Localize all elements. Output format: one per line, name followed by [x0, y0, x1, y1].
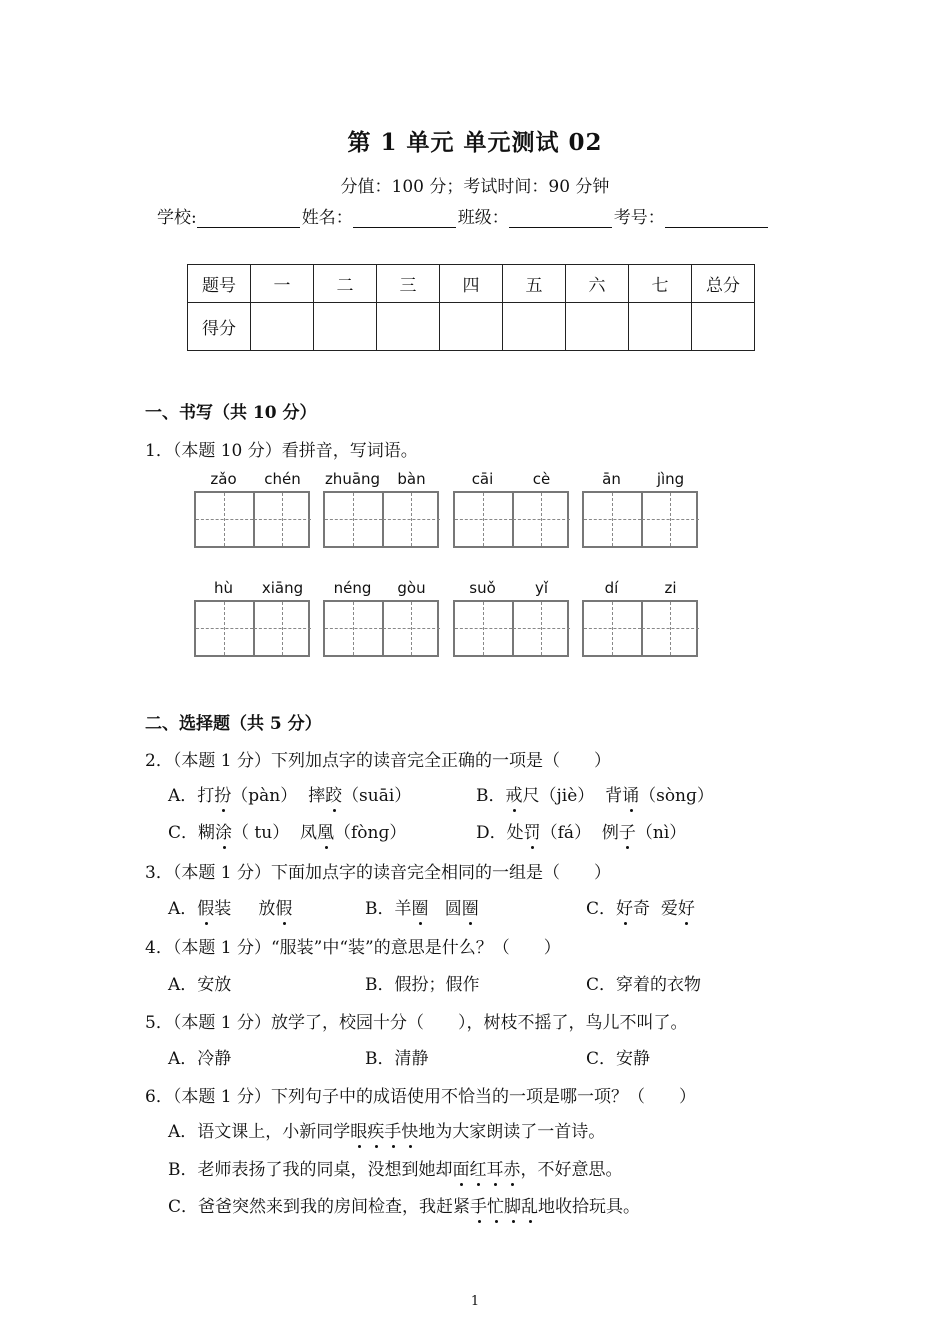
question-4-option-c[interactable]: C．穿着的衣物 — [586, 975, 702, 995]
question-2-option-d[interactable] — [476, 818, 686, 843]
dotted-char: 手 — [470, 1192, 487, 1217]
option-text: C．爸爸突然来到我的房间检查，我赶紧 — [168, 1197, 471, 1217]
pinyin-label: chén — [264, 470, 301, 488]
dotted-char: 耳 — [487, 1155, 504, 1180]
option-text: 处 — [506, 823, 524, 843]
writing-cell[interactable] — [254, 602, 311, 655]
pinyin-word-group — [453, 470, 571, 550]
pinyin-label: ān — [602, 470, 621, 488]
dotted-char: 手 — [384, 1117, 401, 1142]
dotted-char: 眼 — [350, 1117, 367, 1142]
dotted-char: 红 — [470, 1155, 487, 1180]
writing-cell[interactable] — [513, 602, 570, 655]
pinyin-label: zhuāng — [324, 470, 381, 488]
dotted-char: 面 — [453, 1155, 470, 1180]
option-label: A． — [168, 786, 198, 806]
question-3-option-a[interactable] — [168, 894, 292, 919]
writing-cell[interactable] — [455, 602, 514, 655]
question-3-stem: 3．（本题 1 分）下面加点字的读音完全相同的一组是（ ） — [145, 863, 611, 883]
score-header-cell: 六 — [566, 265, 629, 303]
option-label: A． — [168, 899, 198, 919]
option-text: （sònɡ） — [639, 786, 714, 806]
pinyin-label: zi — [664, 579, 677, 597]
pinyin-label: bàn — [397, 470, 426, 488]
dotted-char: 凰 — [317, 818, 334, 843]
option-text: ，不好意思。 — [520, 1160, 623, 1180]
pinyin-label: yǐ — [534, 579, 549, 597]
student-info-line — [157, 203, 770, 228]
writing-grid[interactable] — [453, 491, 569, 548]
dotted-char: 脚 — [504, 1192, 521, 1217]
dotted-char: 罚 — [524, 818, 541, 843]
score-cell[interactable] — [692, 303, 755, 351]
pinyin-label: cè — [532, 470, 551, 488]
question-6-option-c[interactable] — [168, 1192, 640, 1217]
writing-cell[interactable] — [196, 493, 255, 546]
option-text: 奇 — [633, 899, 651, 919]
question-5-option-a[interactable]: A．冷静 — [168, 1049, 232, 1069]
pinyin-label: suǒ — [469, 579, 496, 597]
dotted-char: 涂 — [215, 818, 232, 843]
pinyin-word-group — [323, 579, 441, 659]
writing-cell[interactable] — [325, 493, 384, 546]
question-4-option-b[interactable]: B．假扮；假作 — [365, 975, 480, 995]
pinyin-word-group — [453, 579, 571, 659]
option-text: B．老师表扬了我的同桌，没想到她却 — [168, 1160, 453, 1180]
pinyin-label: xiāng — [261, 579, 304, 597]
question-2-stem: 2．（本题 1 分）下列加点字的读音完全正确的一项是（ ） — [145, 751, 611, 771]
section-1-heading: 一、书写（共 10 分） — [145, 403, 317, 423]
writing-cell[interactable] — [196, 602, 255, 655]
option-text: 装 — [214, 899, 232, 919]
option-text: 地为大家朗读了一首诗。 — [418, 1122, 606, 1142]
question-1-stem: 1．（本题 10 分）看拼音，写词语。 — [145, 441, 418, 461]
pinyin-word-group — [323, 470, 441, 550]
exam-no-label: 考号： — [613, 208, 665, 228]
dotted-char: 圈 — [412, 894, 429, 919]
option-text: 打 — [197, 786, 215, 806]
score-header-cell: 四 — [440, 265, 503, 303]
question-5-option-c[interactable]: C．安静 — [586, 1049, 651, 1069]
exam-no-blank[interactable] — [665, 209, 768, 228]
dotted-char: 假 — [197, 894, 214, 919]
question-2-option-b[interactable] — [476, 781, 714, 806]
writing-grid[interactable] — [194, 600, 310, 657]
pinyin-label: dí — [604, 579, 619, 597]
dotted-char: 圈 — [462, 894, 479, 919]
option-label: B． — [476, 786, 506, 806]
score-header-cell: 三 — [377, 265, 440, 303]
option-text: （fá） — [540, 823, 592, 843]
score-table-header-row — [188, 265, 755, 303]
option-text: 羊 — [394, 899, 412, 919]
dotted-char: 快 — [401, 1117, 418, 1142]
dotted-char: 好 — [678, 894, 695, 919]
writing-cell[interactable] — [642, 493, 699, 546]
score-header-cell: 题号 — [188, 265, 251, 303]
option-label: C． — [168, 823, 199, 843]
exam-subtitle: 分值：100 分；考试时间：90 分钟 — [340, 177, 610, 197]
pinyin-word-group — [582, 470, 700, 550]
pinyin-word-group — [194, 470, 312, 550]
pinyin-label: jìng — [656, 470, 685, 488]
writing-cell[interactable] — [254, 493, 311, 546]
dotted-char: 子 — [619, 818, 636, 843]
writing-grid[interactable] — [582, 491, 698, 548]
dotted-char: 疾 — [367, 1117, 384, 1142]
pinyin-label: hù — [213, 579, 233, 597]
pinyin-label: zǎo — [210, 470, 237, 488]
score-row-label: 得分 — [188, 303, 251, 351]
name-label: 姓名： — [301, 208, 353, 228]
option-text: 爱 — [660, 899, 678, 919]
writing-grid[interactable] — [323, 491, 439, 548]
option-text: 例 — [601, 823, 619, 843]
writing-grid[interactable] — [323, 600, 439, 657]
writing-cell[interactable] — [383, 493, 440, 546]
question-4-stem: 4．（本题 1 分）“服装”中“装”的意思是什么？（ ） — [145, 938, 561, 958]
class-blank[interactable] — [509, 209, 612, 228]
option-text: 放 — [258, 899, 276, 919]
section-2-heading: 二、选择题（共 5 分） — [145, 714, 322, 734]
option-label: D． — [476, 823, 507, 843]
score-table — [187, 264, 755, 351]
dotted-char: 跤 — [325, 781, 342, 806]
score-header-cell: 一 — [251, 265, 314, 303]
score-cell[interactable] — [251, 303, 314, 351]
option-text: 凤 — [300, 823, 318, 843]
option-text: （pàn） — [231, 786, 298, 806]
question-2-option-c[interactable] — [168, 818, 406, 843]
dotted-char: 假 — [275, 894, 292, 919]
score-cell[interactable] — [566, 303, 629, 351]
question-5-stem: 5．（本题 1 分）放学了，校园十分（ ），树枝不摇了，鸟儿不叫了。 — [145, 1013, 688, 1033]
pinyin-word-group — [194, 579, 312, 659]
question-6-option-a[interactable] — [168, 1117, 605, 1142]
question-5-option-b[interactable]: B．清静 — [365, 1049, 429, 1069]
score-header-cell: 七 — [629, 265, 692, 303]
writing-cell[interactable] — [455, 493, 514, 546]
school-label: 学校: — [157, 208, 197, 228]
dotted-char: 好 — [616, 894, 633, 919]
name-blank[interactable] — [353, 209, 456, 228]
question-2-option-a[interactable] — [168, 781, 411, 806]
pinyin-label: cāi — [471, 470, 494, 488]
class-label: 班级： — [457, 208, 509, 228]
pinyin-label: gòu — [397, 579, 426, 597]
score-header-cell: 总分 — [692, 265, 755, 303]
option-text: 尺（jiè） — [522, 786, 595, 806]
page-title: 第 1 单元 单元测试 02 — [347, 129, 603, 156]
option-text: （nì） — [635, 823, 687, 843]
dotted-char: 诵 — [622, 781, 639, 806]
writing-cell[interactable] — [584, 602, 643, 655]
dotted-char: 忙 — [487, 1192, 504, 1217]
option-text: （suāi） — [342, 786, 412, 806]
writing-cell[interactable] — [584, 493, 643, 546]
option-label: B． — [365, 899, 395, 919]
pinyin-word-group — [582, 579, 700, 659]
score-header-cell: 五 — [503, 265, 566, 303]
question-3-option-c[interactable] — [586, 894, 695, 919]
option-text: （ tu） — [232, 823, 290, 843]
question-6-option-b[interactable] — [168, 1155, 623, 1180]
score-table-score-row — [188, 303, 755, 351]
school-blank[interactable] — [197, 209, 300, 228]
option-text: 背 — [605, 786, 623, 806]
page-number: 1 — [470, 1294, 480, 1309]
question-6-stem: 6．（本题 1 分）下列句子中的成语使用不恰当的一项是哪一项？（ ） — [145, 1087, 696, 1107]
writing-grid[interactable] — [453, 600, 569, 657]
option-text: 摔 — [308, 786, 326, 806]
option-text: A．语文课上，小新同学 — [168, 1122, 351, 1142]
option-text: （fònɡ） — [334, 823, 407, 843]
writing-cell[interactable] — [642, 602, 699, 655]
dotted-char: 戒 — [506, 781, 523, 806]
writing-cell[interactable] — [325, 602, 384, 655]
writing-cell[interactable] — [513, 493, 570, 546]
writing-grid[interactable] — [194, 491, 310, 548]
question-3-option-b[interactable] — [365, 894, 479, 919]
score-header-cell: 二 — [314, 265, 377, 303]
writing-cell[interactable] — [383, 602, 440, 655]
score-cell[interactable] — [440, 303, 503, 351]
option-label: C． — [586, 899, 617, 919]
pinyin-label: néng — [333, 579, 372, 597]
dotted-char: 乱 — [521, 1192, 538, 1217]
question-4-option-a[interactable]: A．安放 — [168, 975, 232, 995]
dotted-char: 扮 — [214, 781, 231, 806]
option-text: 糊 — [198, 823, 216, 843]
option-text: 圆 — [444, 899, 462, 919]
option-text: 地收拾玩具。 — [538, 1197, 641, 1217]
score-cell[interactable] — [314, 303, 377, 351]
score-cell[interactable] — [503, 303, 566, 351]
score-cell[interactable] — [629, 303, 692, 351]
score-cell[interactable] — [377, 303, 440, 351]
writing-grid[interactable] — [582, 600, 698, 657]
dotted-char: 赤 — [504, 1155, 521, 1180]
